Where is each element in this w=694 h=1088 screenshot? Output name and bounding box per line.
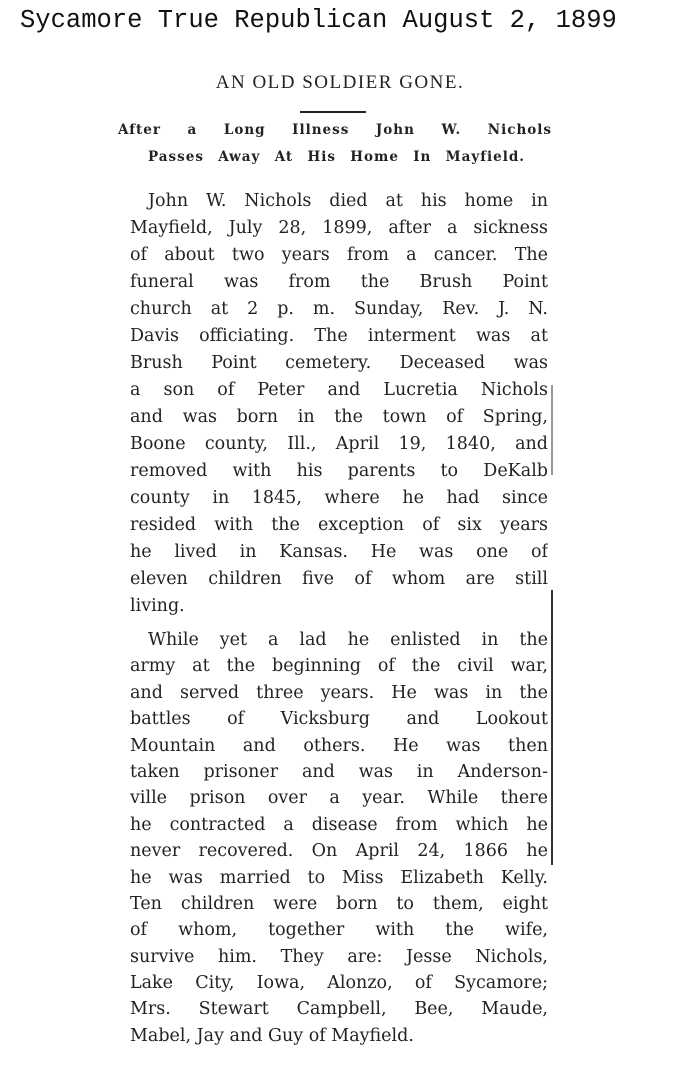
column-rule bbox=[551, 590, 553, 865]
headline-divider bbox=[300, 111, 366, 113]
text-line: While yet a lad he enlisted in the bbox=[148, 630, 548, 650]
text-line: of whom, together with the wife, bbox=[130, 920, 548, 941]
text-line: never recovered. On April 24, 1866 he bbox=[130, 841, 548, 862]
text-line: he contracted a disease from which he bbox=[130, 814, 548, 835]
text-line: Boone county, Ill., April 19, 1840, and bbox=[130, 434, 548, 454]
paragraph-1 bbox=[130, 188, 548, 620]
text-line: resided with the exception of six years bbox=[130, 515, 548, 535]
text-line: he was married to Miss Elizabeth Kelly. bbox=[130, 867, 548, 888]
text-line: Davis officiating. The interment was at bbox=[130, 326, 548, 346]
text-line: Ten children were born to them, eight bbox=[130, 893, 548, 914]
text-line: Mayfield, July 28, 1899, after a sickness bbox=[130, 218, 548, 238]
text-line: eleven children five of whom are still bbox=[130, 569, 548, 589]
text-line: Mabel, Jay and Guy of Mayfield. bbox=[130, 1025, 414, 1046]
text-line: county in 1845, where he had since bbox=[130, 488, 548, 508]
text-line: Lake City, Iowa, Alonzo, of Sycamore; bbox=[130, 973, 548, 994]
column-rule-fragment bbox=[551, 385, 553, 475]
text-line: survive him. They are: Jesse Nichols, bbox=[130, 946, 548, 967]
text-line: church at 2 p. m. Sunday, Rev. J. N. bbox=[130, 299, 548, 319]
text-line: Brush Point cemetery. Deceased was bbox=[130, 353, 548, 373]
article-body bbox=[130, 188, 548, 1049]
text-line: a son of Peter and Lucretia Nichols bbox=[130, 380, 548, 400]
source-caption: Sycamore True Republican August 2, 1899 bbox=[20, 6, 617, 35]
text-line: funeral was from the Brush Point bbox=[130, 272, 548, 292]
text-line: and served three years. He was in the bbox=[130, 682, 548, 703]
text-line: he lived in Kansas. He was one of bbox=[130, 542, 548, 562]
text-line: Mrs. Stewart Campbell, Bee, Maude, bbox=[130, 999, 548, 1020]
subheadline-line-2: Passes Away At His Home In Mayfield. bbox=[148, 149, 525, 165]
text-line: removed with his parents to DeKalb bbox=[130, 461, 548, 481]
text-line: and was born in the town of Spring, bbox=[130, 407, 548, 427]
paragraph-2 bbox=[130, 627, 548, 1049]
text-line: battles of Vicksburg and Lookout bbox=[130, 709, 548, 730]
text-line: ville prison over a year. While there bbox=[130, 788, 548, 809]
text-line: Mountain and others. He was then bbox=[130, 735, 548, 756]
subheadline-line-1: After a Long Illness John W. Nichols bbox=[118, 122, 552, 138]
text-line: living. bbox=[130, 596, 185, 616]
text-line: of about two years from a cancer. The bbox=[130, 245, 548, 265]
text-line: John W. Nichols died at his home in bbox=[148, 191, 548, 211]
headline: AN OLD SOLDIER GONE. bbox=[215, 72, 465, 93]
text-line: army at the beginning of the civil war, bbox=[130, 656, 548, 677]
text-line: taken prisoner and was in Anderson- bbox=[130, 761, 548, 782]
